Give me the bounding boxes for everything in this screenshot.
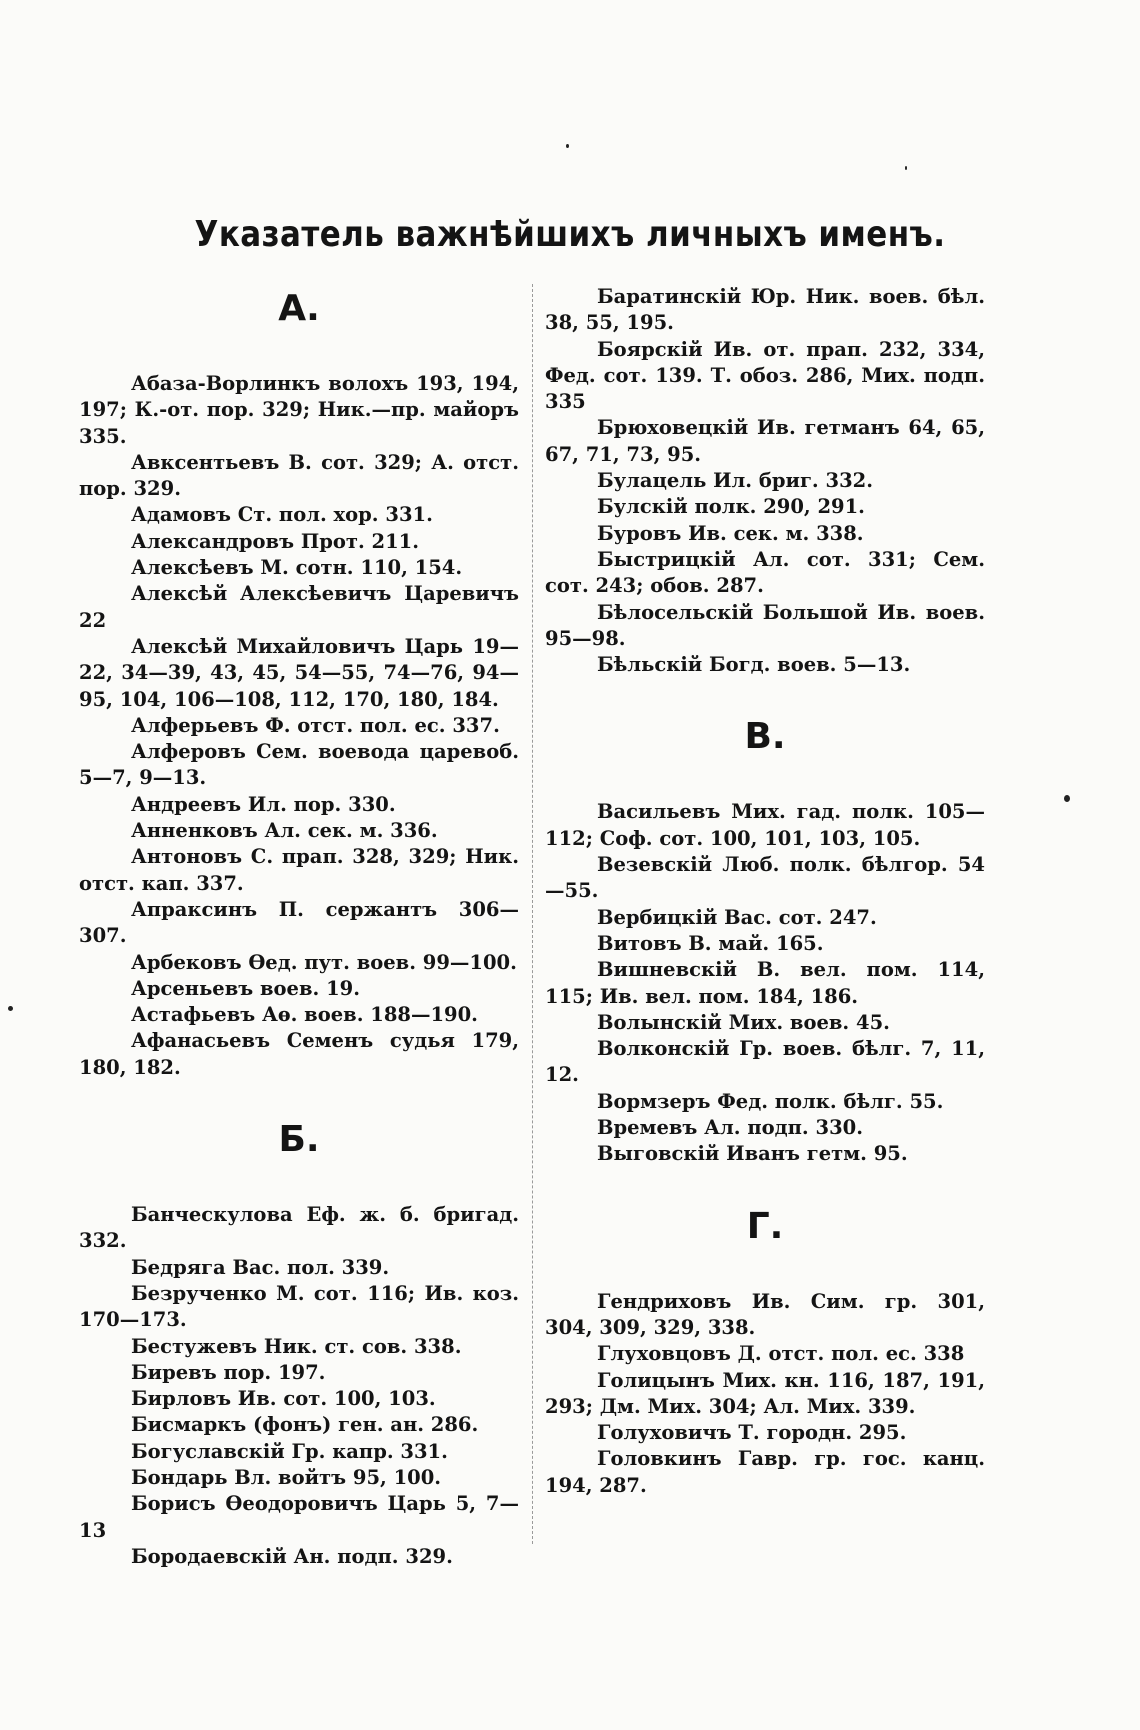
- index-entry: Банческулова Еф. ж. б. бригад. 332.: [79, 1203, 519, 1253]
- index-entry: Булскій полк. 290, 291.: [597, 495, 865, 519]
- index-entry: Вормзеръ Фед. полк. бѣлг. 55.: [597, 1089, 944, 1113]
- index-entry: Биревъ пор. 197.: [131, 1360, 326, 1384]
- index-entry: Гендриховъ Ив. Сим. гр. 301, 304, 309, 329, 338.: [545, 1289, 985, 1339]
- index-entry: Быстрицкій Ал. сот. 331; Сем. сот. 243; обов. 287.: [545, 547, 985, 598]
- index-entry: Богуславскій Гр. капр. 331.: [131, 1439, 448, 1463]
- index-entry: Безрученко М. сот. 116; Ив. коз. 170—173.: [79, 1281, 519, 1332]
- index-entry: Бедряга Вас. пол. 339.: [131, 1255, 390, 1279]
- index-entry: Глуховцовъ Д. отст. пол. ес. 338: [597, 1342, 965, 1366]
- index-entry: Андреевъ Ил. пор. 330.: [131, 792, 396, 816]
- index-entry: Боярскій Ив. от. прап. 232, 334, Фед. сот. 139. Т. обоз. 286, Мих. подп. 335: [545, 337, 985, 414]
- index-entry: Везевскій Люб. полк. бѣлгор. 54—55.: [545, 853, 985, 903]
- section-letter: Б.: [278, 1119, 320, 1161]
- print-speck: [1064, 795, 1070, 802]
- index-column-left: [79, 284, 519, 1570]
- index-entry: Бестужевъ Ник. ст. сов. 338.: [131, 1334, 462, 1358]
- index-entry: Голуховичъ Т. городн. 295.: [597, 1421, 907, 1445]
- index-entry: Бирловъ Ив. сот. 100, 103.: [131, 1387, 436, 1411]
- index-column-right: [545, 284, 985, 1499]
- section-letter: Г.: [746, 1205, 784, 1247]
- index-entry: Алферьевъ Ф. отст. пол. ес. 337.: [131, 713, 500, 737]
- section-letter: В.: [744, 716, 786, 758]
- index-entry: Брюховецкій Ив. гетманъ 64, 65, 67, 71, 73, 95.: [545, 416, 985, 466]
- index-entry: Вишневскій В. вел. пом. 114, 115; Ив. вел. пом. 184, 186.: [545, 958, 985, 1008]
- index-entry: Времевъ Ал. подп. 330.: [597, 1116, 863, 1140]
- index-entry: Борисъ Ѳеодоровичъ Царь 5, 7—13: [79, 1492, 519, 1542]
- index-entry: Астафьевъ Аѳ. воев. 188—190.: [131, 1003, 478, 1027]
- index-entry: Бѣлосельскій Большой Ив. воев. 95—98.: [545, 600, 985, 650]
- index-entry: Волконскій Гр. воев. бѣлг. 7, 11, 12.: [545, 1037, 985, 1087]
- section-letter: А.: [278, 288, 320, 329]
- index-entry: Бородаевскій Ан. подп. 329.: [131, 1544, 453, 1568]
- index-entry: Адамовъ Ст. пол. хор. 331.: [131, 503, 433, 527]
- index-entry: Вербицкій Вас. сот. 247.: [597, 905, 877, 929]
- index-entry: Александровъ Прот. 211.: [131, 529, 420, 553]
- index-entry: Авксентьевъ В. сот. 329; А. отст. пор. 329.: [79, 450, 519, 501]
- index-entry: Витовъ В. май. 165.: [597, 931, 824, 955]
- index-entry: Афанасьевъ Семенъ судья 179, 180, 182.: [79, 1029, 519, 1079]
- index-entry: Баратинскій Юр. Ник. воев. бѣл. 38, 55, 195.: [545, 285, 985, 335]
- index-entry: Волынскій Мих. воев. 45.: [597, 1010, 890, 1034]
- index-entry: Анненковъ Ал. сек. м. 336.: [131, 819, 438, 843]
- index-entry: Арбековъ Ѳед. пут. воев. 99—100.: [131, 950, 517, 974]
- index-entry: Алексѣй Алексѣевичъ Царевичъ 22: [79, 582, 519, 632]
- index-entry: Буровъ Ив. сек. м. 338.: [597, 521, 864, 545]
- page-title: Указатель важнѣйшихъ личныхъ именъ.: [194, 214, 946, 255]
- index-entry: Бѣльскій Богд. воев. 5—13.: [597, 653, 911, 677]
- index-entry: Апраксинъ П. сержантъ 306—307.: [79, 897, 519, 948]
- index-entry: Алексѣевъ М. сотн. 110, 154.: [131, 556, 463, 580]
- index-entry: Бисмаркъ (фонъ) ген. ан. 286.: [131, 1413, 479, 1437]
- column-divider: [532, 284, 533, 1544]
- print-speck: [566, 144, 569, 148]
- index-entry: Выговскій Иванъ гетм. 95.: [597, 1142, 908, 1166]
- print-speck: [8, 1006, 13, 1011]
- index-entry: Абаза-Ворлинкъ волохъ 193, 194, 197; К.-от. пор. 329; Ник.—пр. майоръ 335.: [79, 372, 519, 448]
- index-entry: Алферовъ Сем. воевода царевоб. 5—7, 9—13.: [79, 740, 519, 790]
- index-entry: Васильевъ Мих. гад. полк. 105—112; Соф. сот. 100, 101, 103, 105.: [545, 800, 985, 850]
- index-entry: Булацель Ил. бриг. 332.: [597, 469, 873, 493]
- index-entry: Алексѣй Михайловичъ Царь 19—22, 34—39, 43, 45, 54—55, 74—76, 94—95, 104, 106—108, 112, 170, 180, 184.: [79, 634, 519, 711]
- index-entry: Головкинъ Гавр. гр. гос. канц. 194, 287.: [545, 1447, 985, 1497]
- print-speck: [905, 166, 907, 170]
- index-entry: Бондарь Вл. войтъ 95, 100.: [131, 1465, 442, 1489]
- index-entry: Арсеньевъ воев. 19.: [131, 976, 361, 1000]
- index-entry: Голицынъ Мих. кн. 116, 187, 191, 293; Дм. Мих. 304; Ал. Мих. 339.: [545, 1368, 985, 1418]
- index-entry: Антоновъ С. прап. 328, 329; Ник. отст. кап. 337.: [79, 845, 519, 895]
